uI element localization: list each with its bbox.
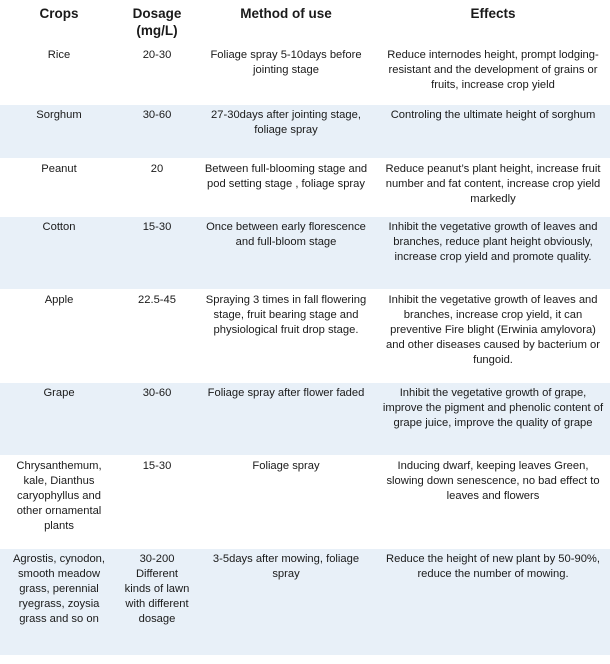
header-dosage-label: Dosage (mg/L) (132, 6, 182, 38)
cell-method: Foliage spray after flower faded (196, 383, 376, 456)
cell-crop: Grape (0, 383, 118, 456)
cell-effects: Inhibit the vegetative growth of leaves and branches, reduce plant height obviously, increase crop yield and promote quality. (376, 217, 610, 290)
table-row (0, 217, 610, 290)
table-row (0, 456, 610, 549)
cell-dosage: 20-30 (118, 45, 196, 105)
cell-dosage: 22.5-45 (118, 290, 196, 383)
cell-method: Foliage spray (196, 456, 376, 549)
cell-crop: Agrostis, cynodon, smooth meadow grass, perennial ryegrass, zoysia grass and so on (0, 549, 118, 656)
cell-method: Foliage spray 5-10days before jointing stage (196, 45, 376, 105)
header-crops: Crops (0, 1, 118, 45)
cell-dosage: 30-200 Different kinds of lawn with different dosage (118, 549, 196, 656)
cell-effects: Inhibit the vegetative growth of leaves and branches, increase crop yield, it can preventive Fire blight (Erwinia amylovora) and other diseases caused by bacterium or fungoid. (376, 290, 610, 383)
cell-dosage: 15-30 (118, 456, 196, 549)
table-row (0, 159, 610, 217)
table-row (0, 549, 610, 656)
table-row (0, 383, 610, 456)
cell-effects: Reduce internodes height, prompt lodging- resistant and the development of grains or fruits, increase crop yield (376, 45, 610, 105)
cell-effects: Inhibit the vegetative growth of grape, improve the pigment and phenolic content of grape juice, improve the quality of grape (376, 383, 610, 456)
header-dosage (118, 1, 196, 45)
table-row (0, 45, 610, 105)
cell-method: 3-5days after mowing, foliage spray (196, 549, 376, 656)
cell-crop: Rice (0, 45, 118, 105)
cell-method: Once between early florescence and full-bloom stage (196, 217, 376, 290)
cell-crop: Sorghum (0, 105, 118, 159)
cell-method: 27-30days after jointing stage, foliage spray (196, 105, 376, 159)
cell-dosage: 30-60 (118, 383, 196, 456)
cell-effects: Controling the ultimate height of sorghum (376, 105, 610, 159)
cell-method: Spraying 3 times in fall flowering stage, fruit bearing stage and physiological fruit drop stage. (196, 290, 376, 383)
cell-crop: Chrysanthemum, kale, Dianthus caryophyllus and other ornamental plants (0, 456, 118, 549)
cell-effects: Reduce the height of new plant by 50-90%, reduce the number of mowing. (376, 549, 610, 656)
cell-dosage: 20 (118, 159, 196, 217)
cell-crop: Peanut (0, 159, 118, 217)
cell-effects: Reduce peanut’s plant height, increase fruit number and fat content, increase crop yield markedly (376, 159, 610, 217)
header-method: Method of use (196, 1, 376, 45)
cell-method: Between full-blooming stage and pod setting stage , foliage spray (196, 159, 376, 217)
table-row (0, 290, 610, 383)
table-row (0, 105, 610, 159)
cell-crop: Apple (0, 290, 118, 383)
cell-dosage: 30-60 (118, 105, 196, 159)
cell-effects: Inducing dwarf, keeping leaves Green, slowing down senescence, no bad effect to leaves and flowers (376, 456, 610, 549)
header-effects: Effects (376, 1, 610, 45)
header-row (0, 1, 610, 45)
cell-dosage: 15-30 (118, 217, 196, 290)
cell-crop: Cotton (0, 217, 118, 290)
